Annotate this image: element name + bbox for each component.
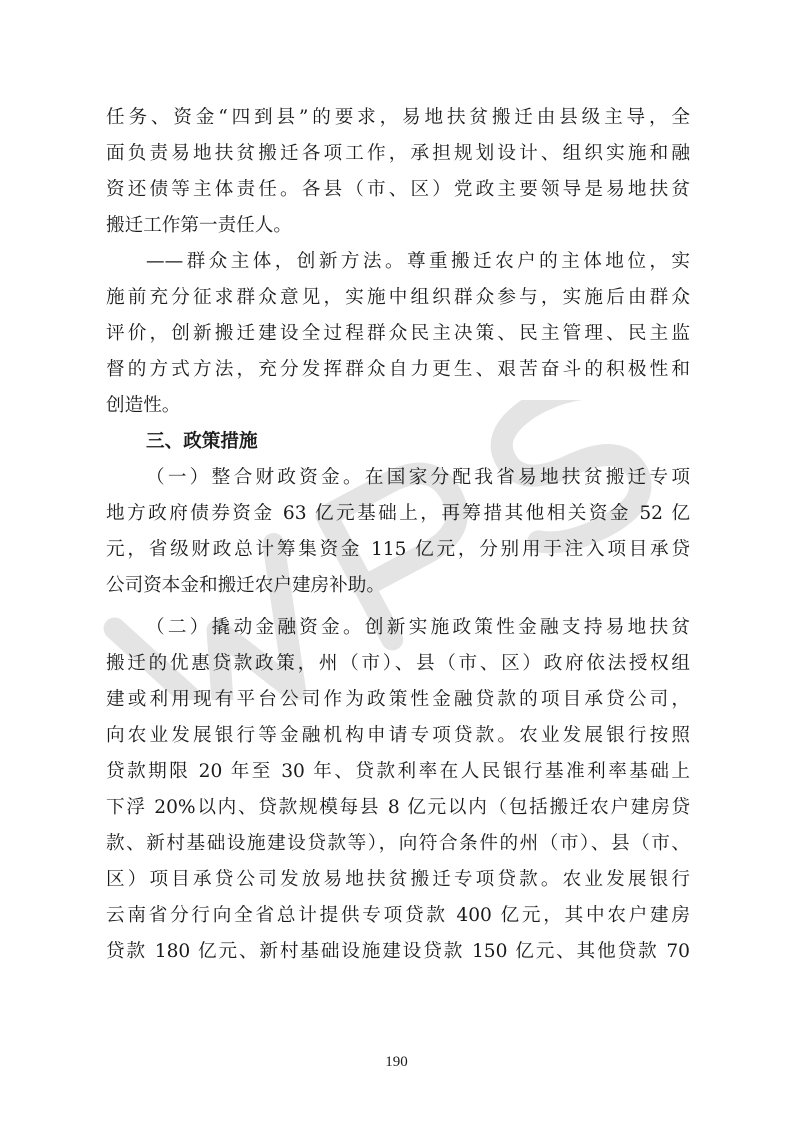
text-line: 创造性。 [106,395,181,416]
text-line: （一）整合财政资金。在国家分配我省易地扶贫搬迁专项 [146,467,690,488]
text-line: 施前充分征求群众意见，实施中组织群众参与，实施后由群众 [106,287,690,308]
text-line: 资还债等主体责任。各县（市、区）党政主要领导是易地扶贫 [106,179,690,200]
text-line: 贷款 180 亿元、新村基础设施建设贷款 150 亿元、其他贷款 70 [106,941,690,962]
text-line: 云南省分行向全省总计提供专项贷款 400 亿元，其中农户建房 [106,905,690,926]
section-heading: 三、政策措施 [146,431,258,452]
text-line: 贷款期限 20 年至 30 年、贷款利率在人民银行基准利率基础上 [106,761,690,782]
text-line: 地方政府债券资金 63 亿元基础上，再筹措其他相关资金 52 亿 [106,503,690,524]
text-line: 公司资本金和搬迁农户建房补助。 [106,575,385,596]
text-line: 元，省级财政总计筹集资金 115 亿元，分别用于注入项目承贷 [106,539,690,560]
text-line: 面负责易地扶贫搬迁各项工作，承担规划设计、组织实施和融 [106,143,690,164]
text-line: （二）撬动金融资金。创新实施政策性金融支持易地扶贫 [146,617,690,638]
text-line: ——群众主体，创新方法。尊重搬迁农户的主体地位，实 [146,251,690,272]
text-line: 建或利用现有平台公司作为政策性金融贷款的项目承贷公司， [106,689,690,710]
text-line: 区）项目承贷公司发放易地扶贫搬迁专项贷款。农业发展银行 [106,869,690,890]
page-number: 190 [385,1054,408,1070]
text-line: 搬迁工作第一责任人。 [106,215,292,236]
text-line: 督的方式方法，充分发挥群众自力更生、艰苦奋斗的积极性和 [106,359,690,380]
text-line: 向农业发展银行等金融机构申请专项贷款。农业发展银行按照 [106,725,690,746]
text-line: 评价，创新搬迁建设全过程群众民主决策、民主管理、民主监 [106,323,690,344]
text-line: 搬迁的优惠贷款政策，州（市）、县（市、区）政府依法授权组 [106,653,690,674]
text-line: 任务、资金“四到县”的要求，易地扶贫搬迁由县级主导，全 [106,107,690,128]
text-line: 下浮 20%以内、贷款规模每县 8 亿元以内（包括搬迁农户建房贷 [106,797,690,818]
text-line: 款、新村基础设施建设贷款等），向符合条件的州（市）、县（市、 [106,833,690,854]
